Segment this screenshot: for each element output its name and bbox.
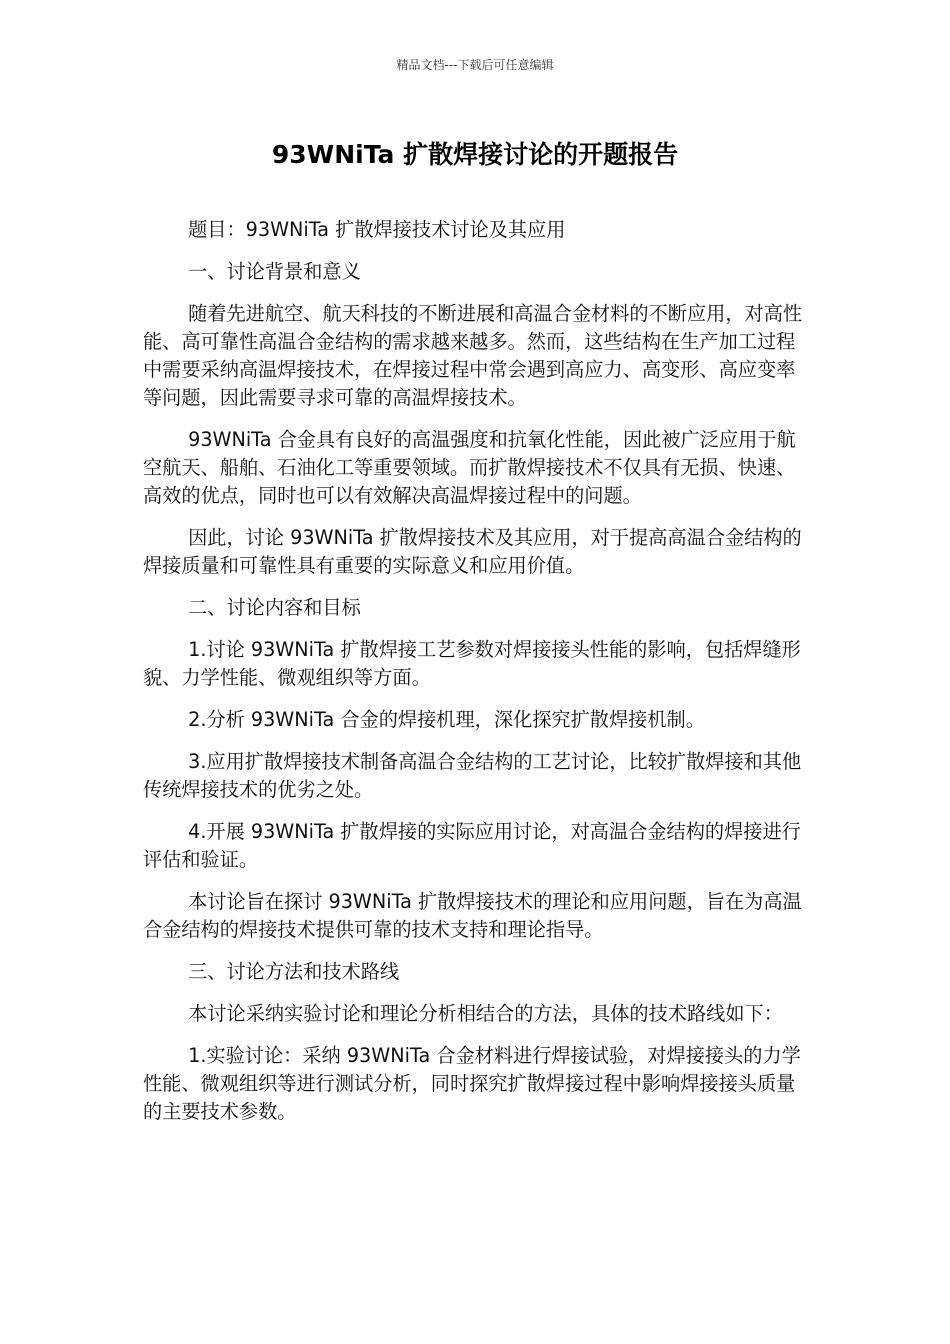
- content-item-1: 1.讨论 93WNiTa 扩散焊接工艺参数对焊接接头性能的影响，包括焊缝形貌、力学性能、微观组织等方面。: [143, 638, 801, 689]
- section-heading-content: 二、讨论内容和目标: [188, 596, 361, 619]
- content-item-4: 4.开展 93WNiTa 扩散焊接的实际应用讨论，对高温合金结构的焊接进行评估和验证。: [143, 820, 801, 871]
- section-heading-background: 一、讨论背景和意义: [188, 260, 361, 283]
- content-item-3: 3.应用扩散焊接技术制备高温合金结构的工艺讨论，比较扩散焊接和其他传统焊接技术的优劣之处。: [143, 750, 802, 801]
- document-body: [143, 216, 807, 1140]
- document-title: 93WNiTa 扩散焊接讨论的开题报告: [271, 140, 679, 169]
- paragraph-purpose: 本讨论旨在探讨 93WNiTa 扩散焊接技术的理论和应用问题，旨在为高温合金结构的焊接技术提供可靠的技术支持和理论指导。: [143, 890, 802, 941]
- paragraph-methods-intro: 本讨论采纳实验讨论和理论分析相结合的方法，具体的技术路线如下：: [188, 1002, 783, 1025]
- header-note: 精品文档---下载后可任意编辑: [396, 58, 554, 72]
- content-item-2: 2.分析 93WNiTa 合金的焊接机理，深化探究扩散焊接机制。: [188, 708, 705, 731]
- paragraph-background-3: 因此，讨论 93WNiTa 扩散焊接技术及其应用，对于提高高温合金结构的焊接质量和可靠性具有重要的实际意义和应用价值。: [143, 526, 802, 577]
- subject-line: 题目：93WNiTa 扩散焊接技术讨论及其应用: [188, 218, 566, 241]
- section-heading-methods: 三、讨论方法和技术路线: [188, 960, 400, 983]
- paragraph-background-2: 93WNiTa 合金具有良好的高温强度和抗氧化性能，因此被广泛应用于航空航天、船舶、石油化工等重要领域。而扩散焊接技术不仅具有无损、快速、高效的优点，同时也可以有效解决高温焊接过程中的问题。: [143, 428, 796, 507]
- paragraph-background-1: 随着先进航空、航天科技的不断进展和高温合金材料的不断应用，对高性能、高可靠性高温合金结构的需求越来越多。然而，这些结构在生产加工过程中需要采纳高温焊接技术，在焊接过程中常会遇到高应力、高变形、高应变率等问题，因此需要寻求可靠的高温焊接技术。: [143, 302, 803, 409]
- methods-item-1: 1.实验讨论：采纳 93WNiTa 合金材料进行焊接试验，对焊接接头的力学性能、微观组织等进行测试分析，同时探究扩散焊接过程中影响焊接接头质量的主要技术参数。: [143, 1044, 801, 1123]
